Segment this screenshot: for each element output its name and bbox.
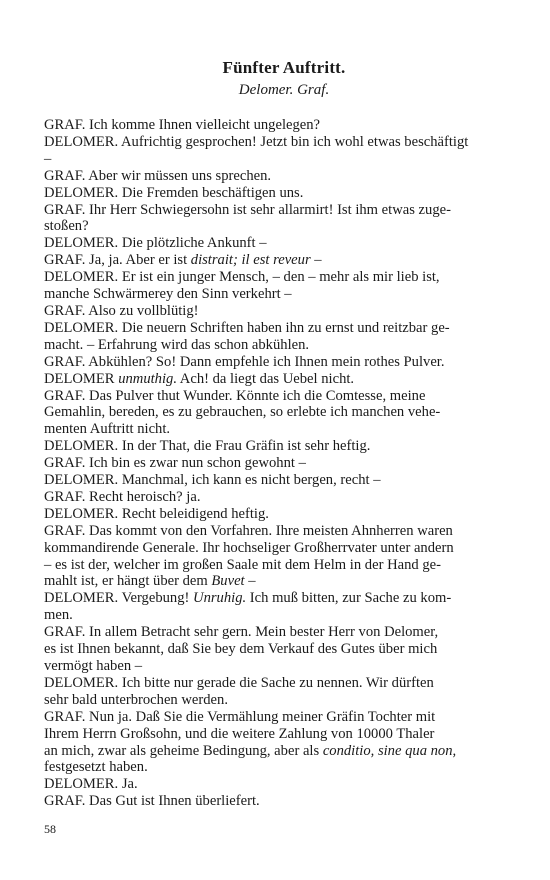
dialogue-text [44, 117, 478, 810]
text-line [44, 726, 478, 743]
text-line [44, 743, 478, 760]
text-line [44, 590, 478, 607]
text-line [44, 692, 478, 709]
text-segment: DELOMER. Aufrichtig gesprochen! Jetzt bin ich wohl etwas beschäftigt [44, 133, 469, 150]
text-line [44, 185, 478, 202]
text-line [44, 658, 478, 675]
text-line [44, 320, 478, 337]
text-segment: GRAF. Ja, ja. Aber er ist [44, 252, 191, 269]
text-segment: GRAF. Nun ja. Daß Sie die Vermählung meiner Gräfin Tochter mit [44, 708, 436, 725]
text-segment: Ach! da liegt das Uebel nicht. [176, 370, 355, 387]
text-segment: DELOMER. Die plötzliche Ankunft – [44, 235, 267, 252]
text-line [44, 269, 478, 286]
text-segment: GRAF. Ich komme Ihnen vielleicht ungelegen? [44, 117, 321, 133]
text-line [44, 557, 478, 574]
text-segment: GRAF. Das kommt von den Vorfahren. Ihre meisten Ahnherren waren [44, 522, 453, 539]
text-segment: – [310, 252, 322, 269]
text-segment: Ihrem Herrn Großsohn, und die weitere Zahlung von 10000 Thaler [44, 725, 435, 742]
text-segment: Ich muß bitten, zur Sache zu kom- [246, 590, 452, 607]
text-line [44, 354, 478, 371]
text-segment: DELOMER. In der That, die Frau Gräfin ist sehr heftig. [44, 438, 371, 455]
text-segment: GRAF. Das Gut ist Ihnen überliefert. [44, 793, 260, 810]
italic-text-segment: unmuthig. [118, 370, 177, 387]
text-line [44, 489, 478, 506]
text-line [44, 455, 478, 472]
text-segment: sehr bald unterbrochen werden. [44, 691, 228, 708]
text-line [44, 506, 478, 523]
text-segment: GRAF. Recht heroisch? ja. [44, 488, 201, 505]
text-line [44, 134, 478, 151]
text-segment: DELOMER. Die Fremden beschäftigen uns. [44, 184, 304, 201]
italic-text-segment: Unruhig. [193, 590, 247, 607]
text-segment: DELOMER. Ja. [44, 776, 138, 793]
text-segment: DELOMER. Er ist ein junger Mensch, – den – mehr als mir lieb ist, [44, 269, 440, 286]
text-line [44, 523, 478, 540]
scene-persons: Delomer. Graf. [238, 82, 330, 98]
text-line [44, 303, 478, 320]
text-segment: vermögt haben – [44, 658, 143, 674]
text-line [44, 371, 478, 388]
italic-text-segment: distrait; il est reveur [190, 252, 311, 269]
page [44, 58, 478, 810]
text-line [44, 168, 478, 185]
text-segment: GRAF. Das Pulver thut Wunder. Könnte ich die Comtesse, meine [44, 387, 426, 404]
text-line [44, 337, 478, 354]
text-line [44, 151, 478, 168]
text-segment: GRAF. In allem Betracht sehr gern. Mein bester Herr von Delomer, [44, 624, 439, 641]
text-line [44, 624, 478, 641]
text-segment: men. [44, 607, 73, 624]
text-segment: – es ist der, welcher im großen Saale mit dem Helm in der Hand ge- [44, 556, 441, 573]
italic-text-segment: Buvet [211, 573, 245, 590]
text-line [44, 438, 478, 455]
text-segment: es ist Ihnen bekannt, daß Sie bey dem Verkauf des Gutes über mich [44, 641, 438, 658]
text-segment: DELOMER. Vergebung! [44, 590, 194, 607]
scene-title: Fünfter Auftritt. [222, 58, 346, 77]
text-line [44, 759, 478, 776]
text-segment: GRAF. Abkühlen? So! Dann empfehle ich Ihnen mein rothes Pulver. [44, 353, 445, 370]
text-segment: GRAF. Aber wir müssen uns sprechen. [44, 167, 272, 184]
text-line [44, 235, 478, 252]
text-line [44, 793, 478, 810]
text-line [44, 540, 478, 557]
text-segment: – [244, 573, 256, 590]
text-segment: DELOMER. Ich bitte nur gerade die Sache zu nennen. Wir dürften [44, 674, 434, 691]
text-segment: GRAF. Also zu vollblütig! [44, 302, 199, 319]
text-segment: DELOMER. Die neuern Schriften haben ihn zu ernst und reitzbar ge- [44, 319, 450, 336]
text-segment: GRAF. Ich bin es zwar nun schon gewohnt – [44, 455, 306, 472]
text-segment: kommandirende Generale. Ihr hochseliger Großherrvater unter andern [44, 539, 454, 556]
text-line [44, 641, 478, 658]
text-line [44, 404, 478, 421]
text-segment: GRAF. Ihr Herr Schwiegersohn ist sehr allarmirt! Ist ihm etwas zuge- [44, 201, 451, 218]
text-segment: manche Schwärmerey den Sinn verkehrt – [44, 286, 292, 303]
text-line [44, 388, 478, 405]
text-segment: – [44, 150, 52, 167]
text-line [44, 776, 478, 793]
italic-text-segment: conditio, sine qua non, [322, 742, 457, 759]
text-segment: an mich, zwar als geheime Bedingung, aber als [44, 742, 323, 759]
text-line [44, 573, 478, 590]
text-segment: DELOMER [44, 370, 119, 387]
text-line [44, 252, 478, 269]
text-line [44, 675, 478, 692]
text-segment: macht. – Erfahrung wird das schon abkühlen. [44, 336, 310, 353]
text-segment: stoßen? [44, 218, 89, 235]
page-number: 58 [44, 822, 56, 836]
text-segment: festgesetzt haben. [44, 759, 148, 776]
text-line [44, 472, 478, 489]
text-segment: DELOMER. Recht beleidigend heftig. [44, 505, 269, 522]
text-line [44, 421, 478, 438]
text-line [44, 286, 478, 303]
text-line [44, 117, 478, 134]
text-line [44, 607, 478, 624]
text-segment: Gemahlin, bereden, es zu gebrauchen, so erlebte ich manchen vehe- [44, 404, 441, 421]
text-segment: mahlt ist, er hängt über dem [44, 573, 212, 590]
text-segment: menten Auftritt nicht. [44, 421, 171, 438]
text-segment: DELOMER. Manchmal, ich kann es nicht bergen, recht – [44, 472, 381, 489]
text-line [44, 709, 478, 726]
text-line [44, 218, 478, 235]
text-line [44, 202, 478, 219]
